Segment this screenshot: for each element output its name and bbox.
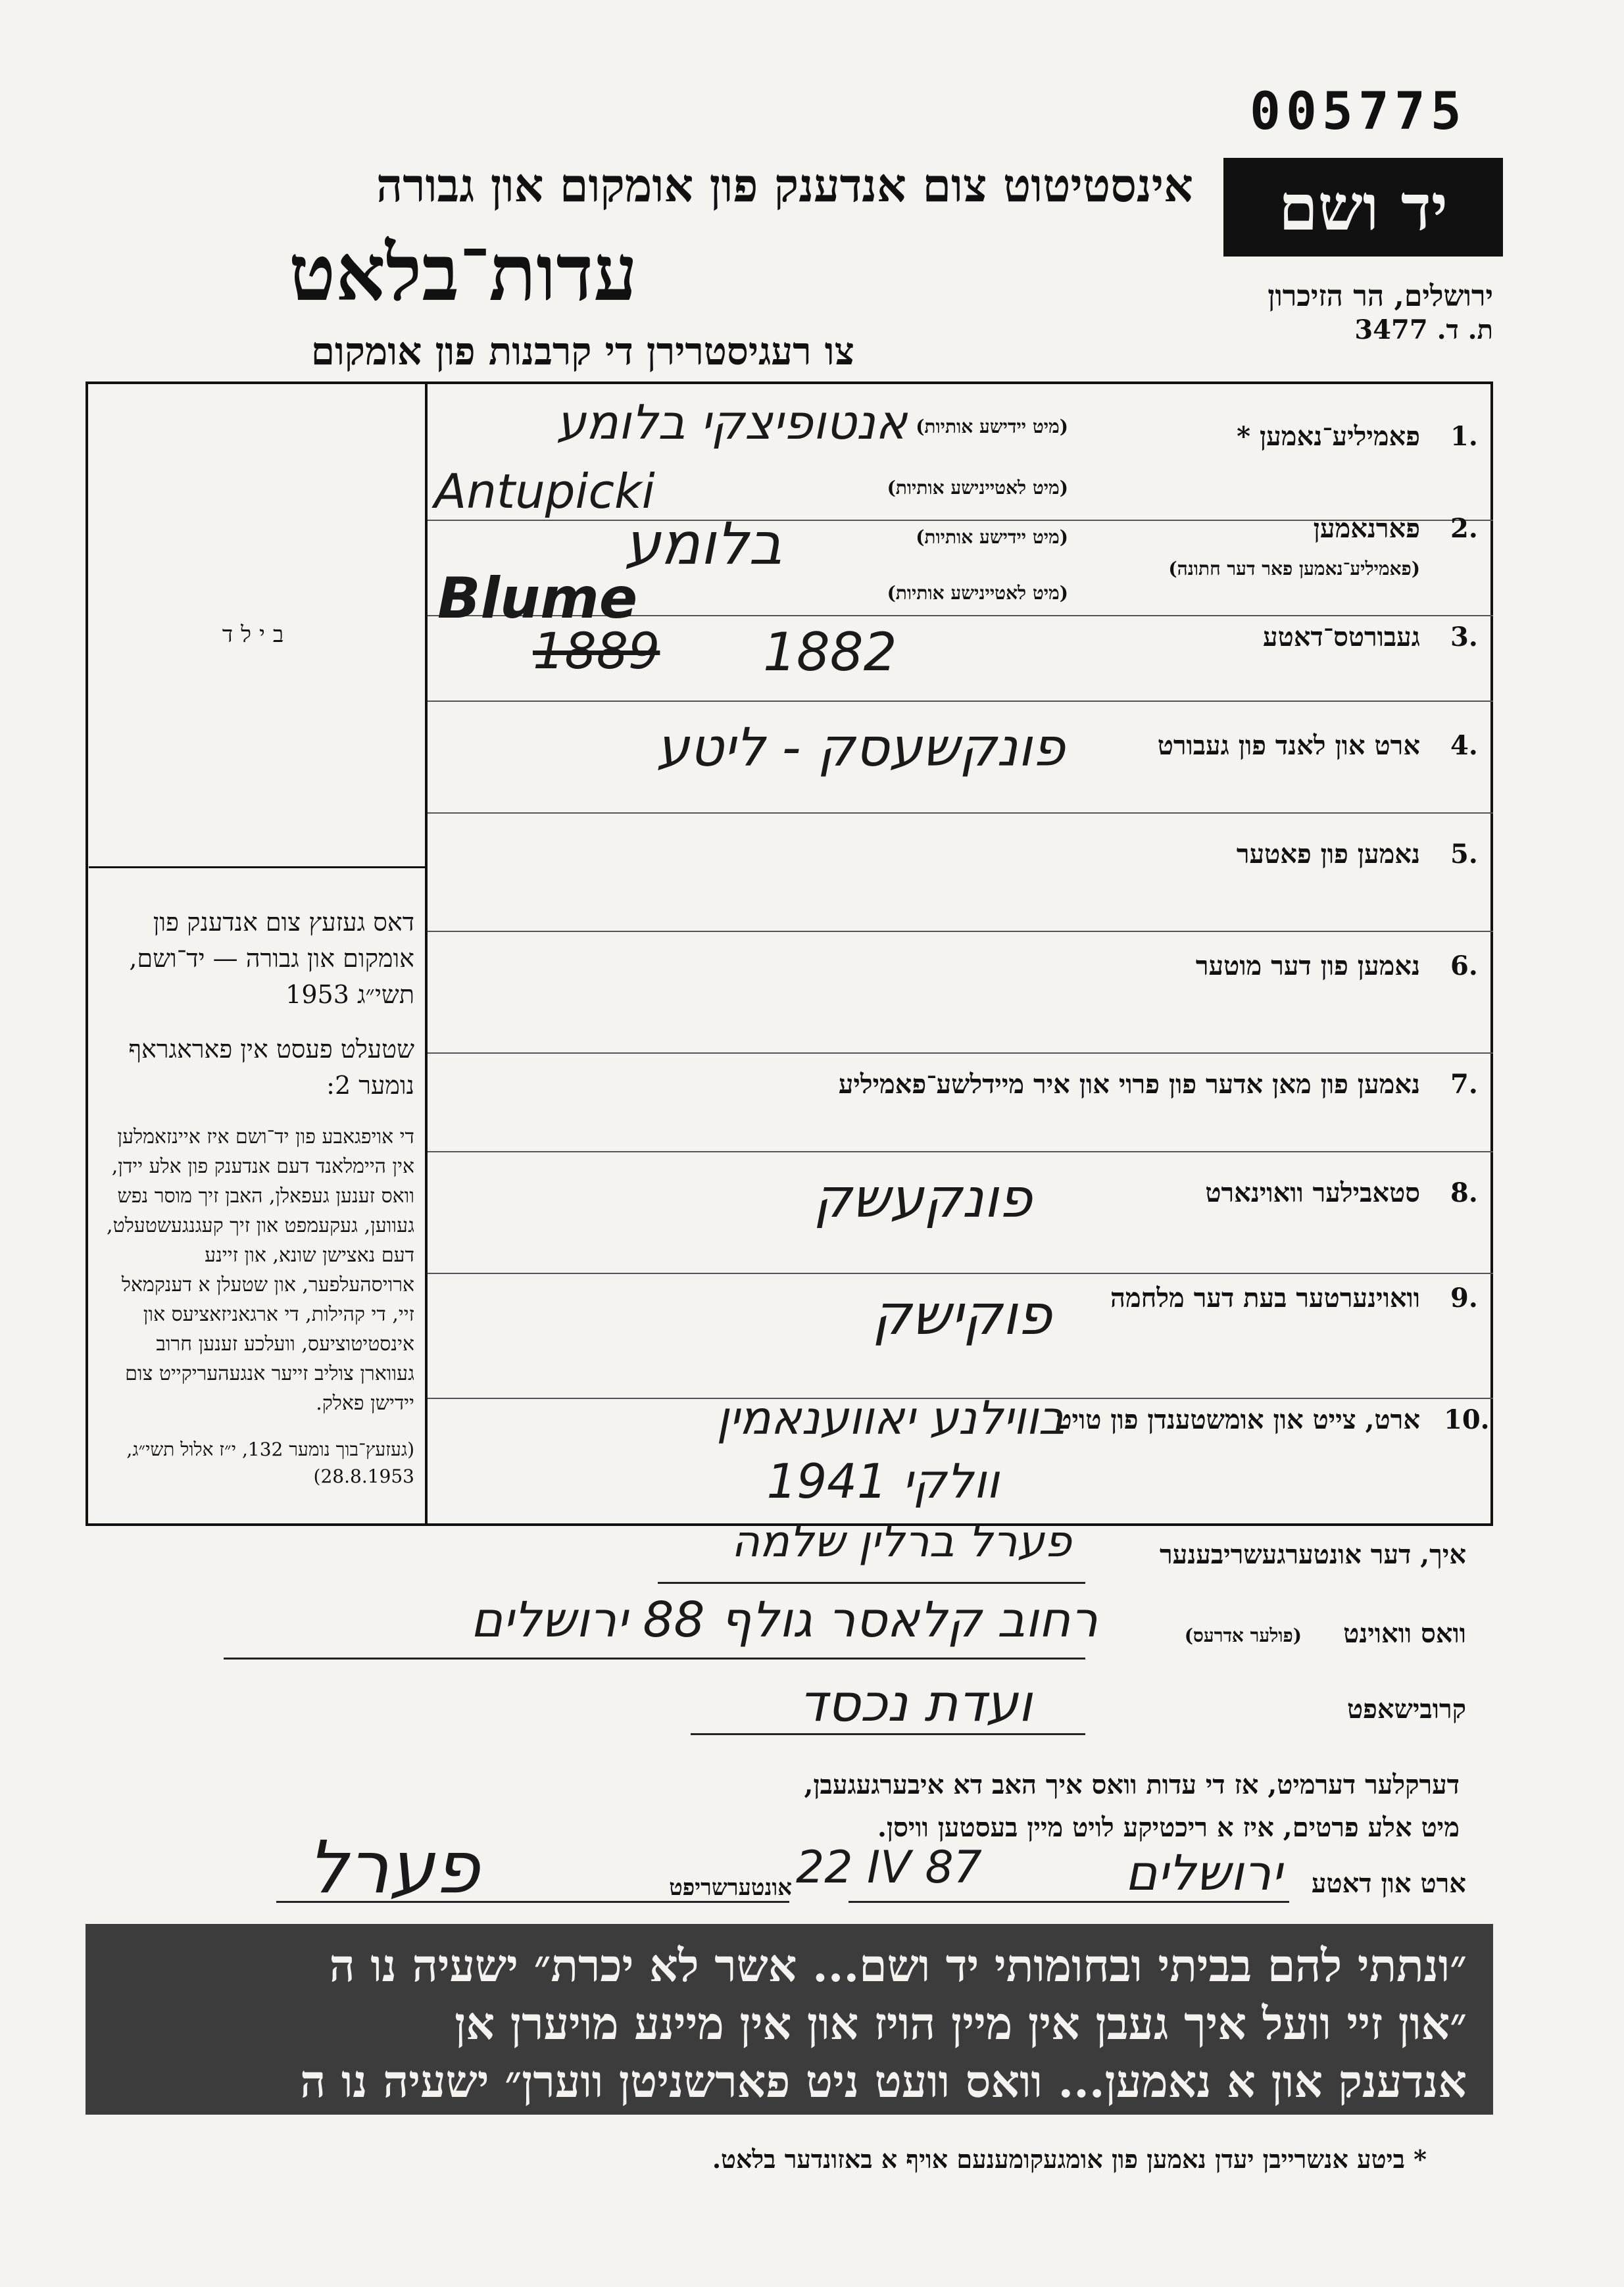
field-hint: (מיט יידישע אותיות) <box>916 526 1068 548</box>
handwritten-date[interactable]: 22 IV 87 <box>796 1842 982 1894</box>
field-label: ארט, צייט און אומשטענדן פון טויט <box>1056 1404 1420 1435</box>
law-reference: (געזעץ־בוך נומער 132, י״ז אלול תשי״ג, 28.8.1953) <box>126 1439 414 1488</box>
field-hint: (מיט לאטיינישע אותיות) <box>887 477 1068 499</box>
photo-label: בילד <box>222 622 292 648</box>
field-hint: (מיט יידישע אותיות) <box>916 416 1068 437</box>
yad-vashem-logo: יד ושם <box>1223 158 1503 257</box>
field-divider <box>428 701 1493 702</box>
serial-number: 005775 <box>1250 82 1467 141</box>
form-subtitle: צו רעגיסטרירן די קרבנות פון אומקום <box>310 329 854 374</box>
field-divider <box>428 1151 1493 1152</box>
field-label: נאמען פון דער מוטער <box>1195 950 1420 981</box>
law-paragraph: שטעלט פעסט אין פאראגראף נומער 2: <box>128 1035 414 1100</box>
field-number: 1. <box>1450 421 1478 452</box>
handwritten-wartime-residence[interactable]: פוקישק <box>872 1283 1052 1347</box>
field-label: פאמיליע־נאמען * <box>1237 421 1420 452</box>
institute-name: אינסטיטוט צום אנדענק פון אומקום און גבורה <box>376 158 1193 212</box>
law-intro: דאס געזעץ צום אנדענק פון אומקום און גבורה — יד־ושם, תשי״ג 1953 <box>129 908 414 1010</box>
submitter-label: איך, דער אונטערגעשריבענער <box>1160 1539 1466 1570</box>
field-number: 8. <box>1450 1177 1478 1208</box>
signature-label: אונטערשריפט <box>669 1875 792 1901</box>
handwritten-address[interactable]: רחוב קלאסר גולף 88 ירושלים <box>470 1592 1098 1648</box>
field-label: נאמען פון מאן אדער פון פרוי און איר מיידלשע־פאמיליע <box>838 1069 1420 1100</box>
declaration-line: מיט אלע פרטים, איז א ריכטיקע לויט מיין בעסטען וויסן. <box>877 1812 1460 1843</box>
handwritten-signature[interactable]: פערל <box>307 1825 480 1909</box>
handwritten-place[interactable]: ירושלים <box>1125 1845 1282 1902</box>
address-hint: (פולער אדרעס) <box>1184 1625 1302 1646</box>
field-number: 10. <box>1444 1404 1490 1435</box>
underline <box>224 1658 1085 1660</box>
field-number: 2. <box>1450 513 1478 544</box>
handwritten-death-year[interactable]: וולקי 1941 <box>766 1454 999 1509</box>
field-label: נאמען פון פאטער <box>1236 839 1420 870</box>
field-label: פארנאמען <box>1313 513 1420 544</box>
field-number: 6. <box>1450 950 1478 981</box>
handwritten-birth-date-struck[interactable]: 1889 <box>533 622 660 680</box>
field-number: 3. <box>1450 622 1478 652</box>
handwritten-submitter-name[interactable]: פערל ברלין שלמה <box>731 1516 1071 1567</box>
handwritten-family-name[interactable]: אנטופיצקי בלומע <box>556 395 907 450</box>
field-divider <box>428 1273 1493 1274</box>
field-divider <box>428 931 1493 932</box>
field-label: סטאבילער וואוינארט <box>1205 1177 1420 1208</box>
place-date-label: ארט און דאטע <box>1311 1868 1466 1899</box>
declaration-line: דערקלער דערמיט, אז די עדות וואס איך האב דא איבערגעגעבן, <box>804 1769 1460 1800</box>
field-divider <box>428 1052 1493 1054</box>
handwritten-family-name-latin[interactable]: Antupicki <box>434 464 655 519</box>
field-number: 9. <box>1450 1283 1478 1314</box>
relation-label: קרובישאפט <box>1347 1694 1466 1725</box>
handwritten-first-name-latin[interactable]: Blume <box>437 566 638 631</box>
address-label: וואס וואוינט <box>1343 1618 1466 1649</box>
handwritten-death-place[interactable]: בווילנע יאווענאמין <box>716 1391 1065 1445</box>
field-number: 5. <box>1450 839 1478 870</box>
handwritten-residence[interactable]: פונקעשק <box>813 1168 1032 1230</box>
field-label: וואוינערטער בעת דער מלחמה <box>1110 1283 1420 1314</box>
law-quote <box>99 904 414 1509</box>
banner-line: ״און זיי וועל איך געבן אין מיין הויז און אין מיינע מויערן אן <box>455 1998 1467 2050</box>
field-sublabel: (פאמיליע־נאמען פאר דער חתונה) <box>1168 558 1420 579</box>
field-hint: (מיט לאטיינישע אותיות) <box>887 582 1068 604</box>
underline <box>691 1733 1085 1735</box>
address-line: ירושלים, הר הזיכרון <box>1267 280 1493 313</box>
field-label: געבורטס־דאטע <box>1263 622 1420 652</box>
handwritten-birth-date[interactable]: 1882 <box>763 622 897 683</box>
field-number: 7. <box>1450 1069 1478 1100</box>
field-number: 4. <box>1450 730 1478 761</box>
po-box-line: ת. ד. 3477 <box>1354 314 1493 345</box>
banner-line: ״ונתתי להם בביתי ובחומותי יד ושם... אשר לא יכרת״ ישעיה נו ה <box>329 1940 1467 1992</box>
handwritten-first-name[interactable]: בלומע <box>624 510 782 578</box>
footnote: * ביטע אנשרייבן יעדן נאמען פון אומגעקומענעם אויף א באזונדער בלאט. <box>712 2144 1427 2174</box>
handwritten-relation[interactable]: ועדת נכסד <box>799 1674 1032 1733</box>
law-body: די אויפגאבע פון יד־ושם איז איינזאמלען אין היימלאנד דעם אנדענק פון אלע יידן, וואס זענען געפאלן, האבן זיך מוסר נפש געווען, געקעמפט און זיך קעגנגעשטעלט, דעם נאצישן שונא, און זיינע ארויסהעלפער, און שטעלן א דענקמאל זיי, די קהילות, די ארגאניזאציעס און אינסטיטוציעס, וועלכע זענען חרוב געווארן צוליב זייער אנגעהעריקייט צום יידישן פאלק. <box>107 1125 414 1415</box>
form-title: עדות־בלאט <box>289 227 637 318</box>
underline <box>658 1582 1085 1584</box>
scripture-banner <box>86 1924 1493 2115</box>
handwritten-birth-place[interactable]: פונקשעסק - ליטע <box>656 717 1065 778</box>
field-label: ארט און לאנד פון געבורט <box>1157 730 1420 761</box>
field-divider <box>428 812 1493 814</box>
banner-line: אנדענק און א נאמען... וואס וועט ניט פארשניטן ווערן״ ישעיה נו ה <box>300 2055 1467 2108</box>
